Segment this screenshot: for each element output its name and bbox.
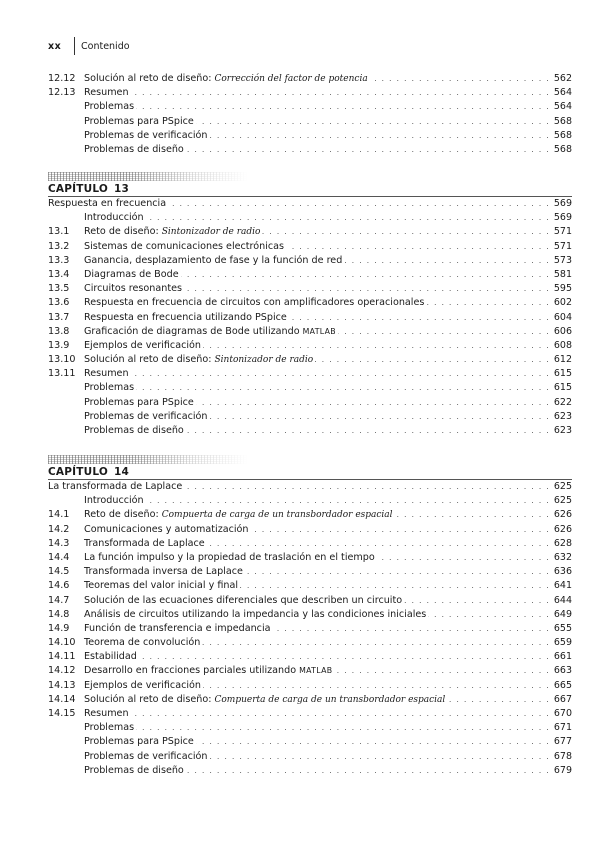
- section-number: 13.9: [48, 339, 70, 351]
- toc-entry[interactable]: [48, 750, 572, 764]
- toc-entry[interactable]: [48, 129, 572, 143]
- toc-entry[interactable]: [48, 594, 572, 608]
- entry-title-text: Introducción: [84, 212, 144, 224]
- dot-leader: [186, 424, 550, 438]
- dot-leader: [202, 636, 550, 650]
- page-number: 644: [553, 594, 572, 606]
- entry-title-text: Resumen: [84, 708, 129, 719]
- page-number: 625: [553, 495, 572, 507]
- dot-leader: [203, 679, 550, 693]
- page-number: 606: [553, 325, 572, 337]
- entry-title: [84, 143, 186, 157]
- entry-title-text: Diagramas de Bode: [84, 268, 179, 280]
- page-number: 671: [553, 722, 572, 734]
- page-number: 615: [553, 382, 572, 394]
- entry-title-text: Estabilidad: [84, 651, 137, 663]
- chapter-heading: [48, 466, 572, 479]
- entry-title-text: Problemas para PSpice: [84, 115, 194, 127]
- page-number: 569: [553, 212, 572, 224]
- toc-entry[interactable]: [48, 86, 572, 100]
- entry-title-text: Comunicaciones y automatización: [84, 523, 249, 535]
- entry-title: [84, 693, 447, 707]
- dot-leader: [131, 707, 550, 721]
- page-number: 615: [553, 368, 572, 380]
- page-number: 626: [553, 523, 572, 535]
- section-number: 13.10: [48, 354, 76, 366]
- toc-entry[interactable]: [48, 636, 572, 650]
- entry-title-text: Transformada inversa de Laplace: [84, 566, 243, 578]
- dot-leader: [273, 622, 551, 636]
- dot-leader: [447, 693, 550, 707]
- section-number: 13.6: [48, 297, 70, 309]
- section-number: [48, 115, 84, 129]
- section-number: 13.5: [48, 283, 70, 295]
- entry-title: [84, 565, 245, 579]
- entry-title: [84, 508, 395, 522]
- section-number: [48, 721, 84, 735]
- dot-leader: [334, 664, 550, 678]
- chapter-label: CAPÍTULO: [48, 466, 108, 478]
- entry-title: [48, 480, 184, 494]
- entry-title: [84, 750, 209, 764]
- entry-title-text: Problemas: [84, 722, 135, 734]
- chapter-number: 13: [113, 183, 129, 195]
- toc-entry[interactable]: [48, 296, 572, 310]
- section-number: 14.6: [48, 580, 70, 592]
- entry-title: [84, 86, 131, 100]
- dot-leader: [131, 367, 550, 381]
- dot-leader: [184, 282, 550, 296]
- section-number: [48, 735, 84, 749]
- section-number: [48, 764, 84, 778]
- dot-leader: [209, 410, 550, 424]
- entry-title-text: Problemas de diseño: [84, 764, 184, 776]
- page-number: 564: [553, 87, 572, 99]
- entry-title-text: Respuesta en frecuencia utilizando PSpice: [84, 311, 287, 323]
- entry-title: [84, 594, 404, 608]
- toc-entry[interactable]: [48, 254, 572, 268]
- section-number: [48, 381, 84, 395]
- entry-title-text: Reto de diseño:: [84, 509, 162, 521]
- entry-title: [84, 551, 377, 565]
- toc-entry[interactable]: [48, 339, 572, 353]
- page-number: 573: [553, 254, 572, 266]
- toc-entry[interactable]: [48, 211, 572, 225]
- entry-title-text: Problemas de verificación: [84, 410, 208, 422]
- dot-leader: [186, 143, 550, 157]
- section-number: 13.4: [48, 268, 70, 280]
- page-number: 625: [553, 481, 572, 492]
- entry-title-text: Respuesta en frecuencia de circuitos con amplificadores operacionales: [84, 297, 425, 309]
- page-number: 623: [553, 410, 572, 422]
- entry-title-italic: Sintonizador de radio: [161, 227, 261, 238]
- dot-leader: [251, 523, 550, 537]
- running-header: [48, 38, 130, 54]
- toc-entry[interactable]: [48, 735, 572, 749]
- page-number: 636: [553, 566, 572, 578]
- dot-leader: [426, 296, 550, 310]
- section-number: [48, 100, 84, 114]
- toc-entry[interactable]: [48, 100, 572, 114]
- entry-title: [84, 608, 428, 622]
- section-number: 14.11: [48, 651, 76, 663]
- page-number: 612: [553, 354, 572, 366]
- toc-entry[interactable]: [48, 410, 572, 424]
- section-number: 14.5: [48, 566, 70, 578]
- toc-entry[interactable]: [48, 608, 572, 622]
- dot-leader: [136, 721, 550, 735]
- entry-title: [84, 707, 131, 721]
- dot-leader: [240, 579, 550, 593]
- entry-title: [84, 396, 196, 410]
- toc-entry[interactable]: [48, 764, 572, 778]
- dot-leader: [377, 551, 550, 565]
- section-number: [48, 143, 84, 157]
- dot-leader: [146, 494, 550, 508]
- toc-entry[interactable]: [48, 143, 572, 157]
- entry-title: [84, 367, 131, 381]
- entry-title: [84, 211, 146, 225]
- section-number: [48, 211, 84, 225]
- entry-title: [84, 381, 136, 395]
- entry-title: [84, 296, 426, 310]
- page-number: 665: [553, 679, 572, 691]
- toc-entry[interactable]: [48, 551, 572, 565]
- dot-leader: [209, 750, 550, 764]
- entry-title: [48, 197, 168, 211]
- entry-title-text: Circuitos resonantes: [84, 283, 183, 295]
- page-number: 655: [553, 622, 572, 634]
- page-number: 568: [553, 129, 572, 141]
- page-number: 677: [553, 736, 572, 748]
- section-number: 14.2: [48, 523, 70, 535]
- entry-title: [84, 353, 315, 367]
- entry-title-text: Resumen: [84, 368, 129, 380]
- section-number: [48, 410, 84, 424]
- entry-title-text: Problemas de verificación: [84, 129, 208, 141]
- page-number: 568: [553, 115, 572, 127]
- page-number: 581: [553, 268, 572, 280]
- page-number: 678: [553, 750, 572, 762]
- entry-title-text: Transformada de Laplace: [84, 537, 205, 549]
- chapter-heading: [48, 183, 572, 196]
- entry-title-italic: Sintonizador de radio: [214, 355, 314, 366]
- page-number: 626: [553, 509, 572, 521]
- entry-title: [84, 115, 196, 129]
- toc-entry[interactable]: [48, 396, 572, 410]
- toc-entry[interactable]: [48, 367, 572, 381]
- toc-entry[interactable]: [48, 325, 572, 339]
- dot-leader: [184, 480, 550, 494]
- entry-title-text: Introducción: [84, 495, 144, 507]
- entry-title-text: Problemas: [84, 382, 135, 394]
- chapter-ornament: [48, 172, 248, 181]
- section-number: [48, 424, 84, 438]
- section-number: 13.1: [48, 226, 70, 238]
- dot-leader: [168, 197, 550, 211]
- chapter-number: 14: [113, 466, 129, 478]
- dot-leader: [203, 339, 550, 353]
- page-number: 641: [553, 580, 572, 592]
- dot-leader: [370, 72, 550, 86]
- entry-title-text: Solución al reto de diseño:: [84, 73, 215, 84]
- section-number: 14.15: [48, 708, 76, 719]
- toc-entry[interactable]: [48, 268, 572, 282]
- entry-title-text: Teoremas del valor inicial y final: [84, 580, 239, 592]
- entry-title-smallcaps: MATLAB: [302, 326, 336, 336]
- dot-leader: [186, 764, 550, 778]
- toc-entry[interactable]: [48, 721, 572, 735]
- dot-leader: [207, 537, 550, 551]
- toc-entry[interactable]: [48, 622, 572, 636]
- toc-entry[interactable]: [48, 494, 572, 508]
- entry-title: [84, 764, 186, 778]
- dot-leader: [196, 115, 550, 129]
- chapter-label: CAPÍTULO: [48, 183, 108, 195]
- section-number: 14.7: [48, 594, 70, 606]
- page-number: 569: [553, 198, 572, 209]
- entry-title-text: La función impulso y la propiedad de traslación en el tiempo: [84, 551, 375, 563]
- page-number: 670: [553, 708, 572, 719]
- dot-leader: [196, 396, 550, 410]
- toc-entry[interactable]: [48, 650, 572, 664]
- header-title: Contenido: [81, 40, 130, 52]
- dot-leader: [131, 86, 550, 100]
- entry-title: [84, 311, 289, 325]
- entry-title: [84, 537, 207, 551]
- entry-title: [84, 721, 136, 735]
- entry-title: [84, 268, 181, 282]
- toc-entry[interactable]: [48, 679, 572, 693]
- entry-title-text: Teorema de convolución: [84, 637, 201, 649]
- toc-entry[interactable]: [48, 707, 572, 721]
- toc-chapter-12-tail: [48, 72, 572, 157]
- section-number: 13.7: [48, 311, 70, 323]
- toc-chapter-13: [48, 172, 572, 438]
- toc-entry[interactable]: [48, 523, 572, 537]
- entry-title-text: La transformada de Laplace: [48, 481, 183, 492]
- toc-entry[interactable]: [48, 353, 572, 367]
- entry-title: [84, 664, 334, 678]
- entry-title: [84, 240, 286, 254]
- entry-title: [84, 254, 344, 268]
- dot-leader: [146, 211, 550, 225]
- dot-leader: [289, 311, 550, 325]
- page-number: 623: [553, 425, 572, 436]
- dot-leader: [245, 565, 550, 579]
- toc-entry[interactable]: [48, 225, 572, 239]
- entry-title: [84, 650, 139, 664]
- entry-title-text: Problemas de verificación: [84, 750, 208, 762]
- page-number: 632: [553, 551, 572, 563]
- entry-title-text: Problemas: [84, 101, 135, 113]
- entry-title: [84, 494, 146, 508]
- section-number: 13.3: [48, 254, 70, 266]
- entry-title-text: Graficación de diagramas de Bode utilizando: [84, 325, 303, 337]
- toc-entry[interactable]: [48, 693, 572, 707]
- entry-title: [84, 636, 202, 650]
- entry-title-text: Solución al reto de diseño:: [84, 354, 215, 366]
- entry-title: [84, 339, 203, 353]
- entry-title-text: Solución al reto de diseño:: [84, 693, 215, 705]
- entry-title: [84, 410, 209, 424]
- entry-title: [84, 735, 196, 749]
- page-number: 562: [553, 73, 572, 84]
- section-number: 13.11: [48, 368, 76, 380]
- page-number: 564: [553, 101, 572, 113]
- dot-leader: [338, 325, 550, 339]
- entry-title-text: Función de transferencia e impedancia: [84, 622, 271, 634]
- page-number: 571: [553, 240, 572, 252]
- dot-leader: [209, 129, 550, 143]
- entry-title: [84, 129, 209, 143]
- toc-entry[interactable]: [48, 508, 572, 522]
- entry-title-italic: Compuerta de carga de un transbordador espacial: [214, 694, 446, 705]
- entry-title-text: Reto de diseño:: [84, 226, 162, 238]
- header-divider: [74, 37, 75, 55]
- entry-title-text: Problemas de diseño: [84, 143, 184, 155]
- page-number: 649: [553, 608, 572, 620]
- entry-title: [84, 424, 186, 438]
- toc-chapter-14: [48, 455, 572, 778]
- page-number: 622: [553, 396, 572, 408]
- toc-entry[interactable]: [48, 115, 572, 129]
- dot-leader: [262, 225, 550, 239]
- entry-title-italic: Corrección del factor de potencia: [214, 74, 368, 84]
- section-number: 14.10: [48, 637, 76, 649]
- toc-entry[interactable]: [48, 311, 572, 325]
- entry-title-text: Problemas de diseño: [84, 425, 184, 436]
- dot-leader: [315, 353, 550, 367]
- entry-title: [84, 579, 240, 593]
- section-number: 14.3: [48, 537, 70, 549]
- entry-title-text: Sistemas de comunicaciones electrónicas: [84, 240, 285, 252]
- dot-leader: [404, 594, 550, 608]
- page-number: 602: [553, 297, 572, 309]
- dot-leader: [395, 508, 550, 522]
- page-number: 628: [553, 537, 572, 549]
- entry-title-smallcaps: MATLAB: [299, 666, 333, 676]
- page-number: 679: [553, 764, 572, 776]
- entry-title: [84, 622, 273, 636]
- section-number: 14.12: [48, 665, 76, 677]
- dot-leader: [286, 240, 550, 254]
- entry-title-text: Desarrollo en fracciones parciales utilizando: [84, 665, 300, 677]
- section-number: 14.14: [48, 693, 76, 705]
- toc-entry[interactable]: [48, 381, 572, 395]
- entry-title-text: Ganancia, desplazamiento de fase y la función de red: [84, 254, 343, 266]
- page-number: 608: [553, 339, 572, 351]
- dot-leader: [428, 608, 550, 622]
- dot-leader: [136, 100, 550, 114]
- dot-leader: [196, 735, 550, 749]
- toc-entry[interactable]: [48, 424, 572, 438]
- toc-entry[interactable]: [48, 565, 572, 579]
- page-number: 659: [553, 637, 572, 649]
- section-number: 14.8: [48, 608, 70, 620]
- entry-title-text: Solución de las ecuaciones diferenciales que describen un circuito: [84, 594, 403, 606]
- entry-title: [84, 72, 370, 86]
- toc-entry[interactable]: [48, 537, 572, 551]
- section-number: 14.4: [48, 551, 70, 563]
- chapter-title-entry[interactable]: [48, 197, 572, 211]
- entry-title-text: Problemas para PSpice: [84, 736, 194, 748]
- section-number: 14.1: [48, 509, 70, 521]
- dot-leader: [181, 268, 550, 282]
- section-number: 14.13: [48, 679, 76, 691]
- entry-title-text: Resumen: [84, 87, 129, 99]
- dot-leader: [139, 650, 550, 664]
- chapter-ornament: [48, 455, 248, 464]
- page-number: 604: [553, 311, 572, 323]
- toc-entry[interactable]: [48, 282, 572, 296]
- section-number: 13.8: [48, 325, 70, 337]
- toc-entry[interactable]: [48, 579, 572, 593]
- page-number: 667: [553, 693, 572, 705]
- page-number: 663: [553, 665, 572, 677]
- entry-title-text: Ejemplos de verificación: [84, 339, 201, 351]
- dot-leader: [136, 381, 550, 395]
- chapter-title-entry[interactable]: [48, 480, 572, 494]
- toc-entry[interactable]: [48, 240, 572, 254]
- entry-title: [84, 679, 203, 693]
- entry-title-italic: Compuerta de carga de un transbordador espacial: [161, 510, 393, 521]
- entry-title-text: Análisis de circuitos utilizando la impedancia y las condiciones iniciales: [84, 608, 427, 620]
- dot-leader: [344, 254, 550, 268]
- section-number: 13.2: [48, 240, 70, 252]
- section-number: 12.12: [48, 73, 76, 84]
- entry-title: [84, 225, 262, 239]
- entry-title: [84, 282, 184, 296]
- entry-title-text: Ejemplos de verificación: [84, 679, 201, 691]
- page-number: 571: [553, 226, 572, 238]
- entry-title: [84, 523, 251, 537]
- section-number: 14.9: [48, 622, 70, 634]
- entry-title: [84, 100, 136, 114]
- toc-entry[interactable]: [48, 72, 572, 86]
- entry-title: [84, 325, 338, 339]
- page-number: 568: [553, 143, 572, 155]
- toc-entry[interactable]: [48, 664, 572, 678]
- section-number: [48, 494, 84, 508]
- section-number: 12.13: [48, 87, 76, 99]
- page-number: xx: [48, 40, 62, 52]
- page-number: 595: [553, 283, 572, 295]
- page-number: 661: [553, 651, 572, 663]
- entry-title-text: Respuesta en frecuencia: [48, 198, 167, 209]
- section-number: [48, 129, 84, 143]
- entry-title-text: Problemas para PSpice: [84, 396, 194, 408]
- section-number: [48, 396, 84, 410]
- section-number: [48, 750, 84, 764]
